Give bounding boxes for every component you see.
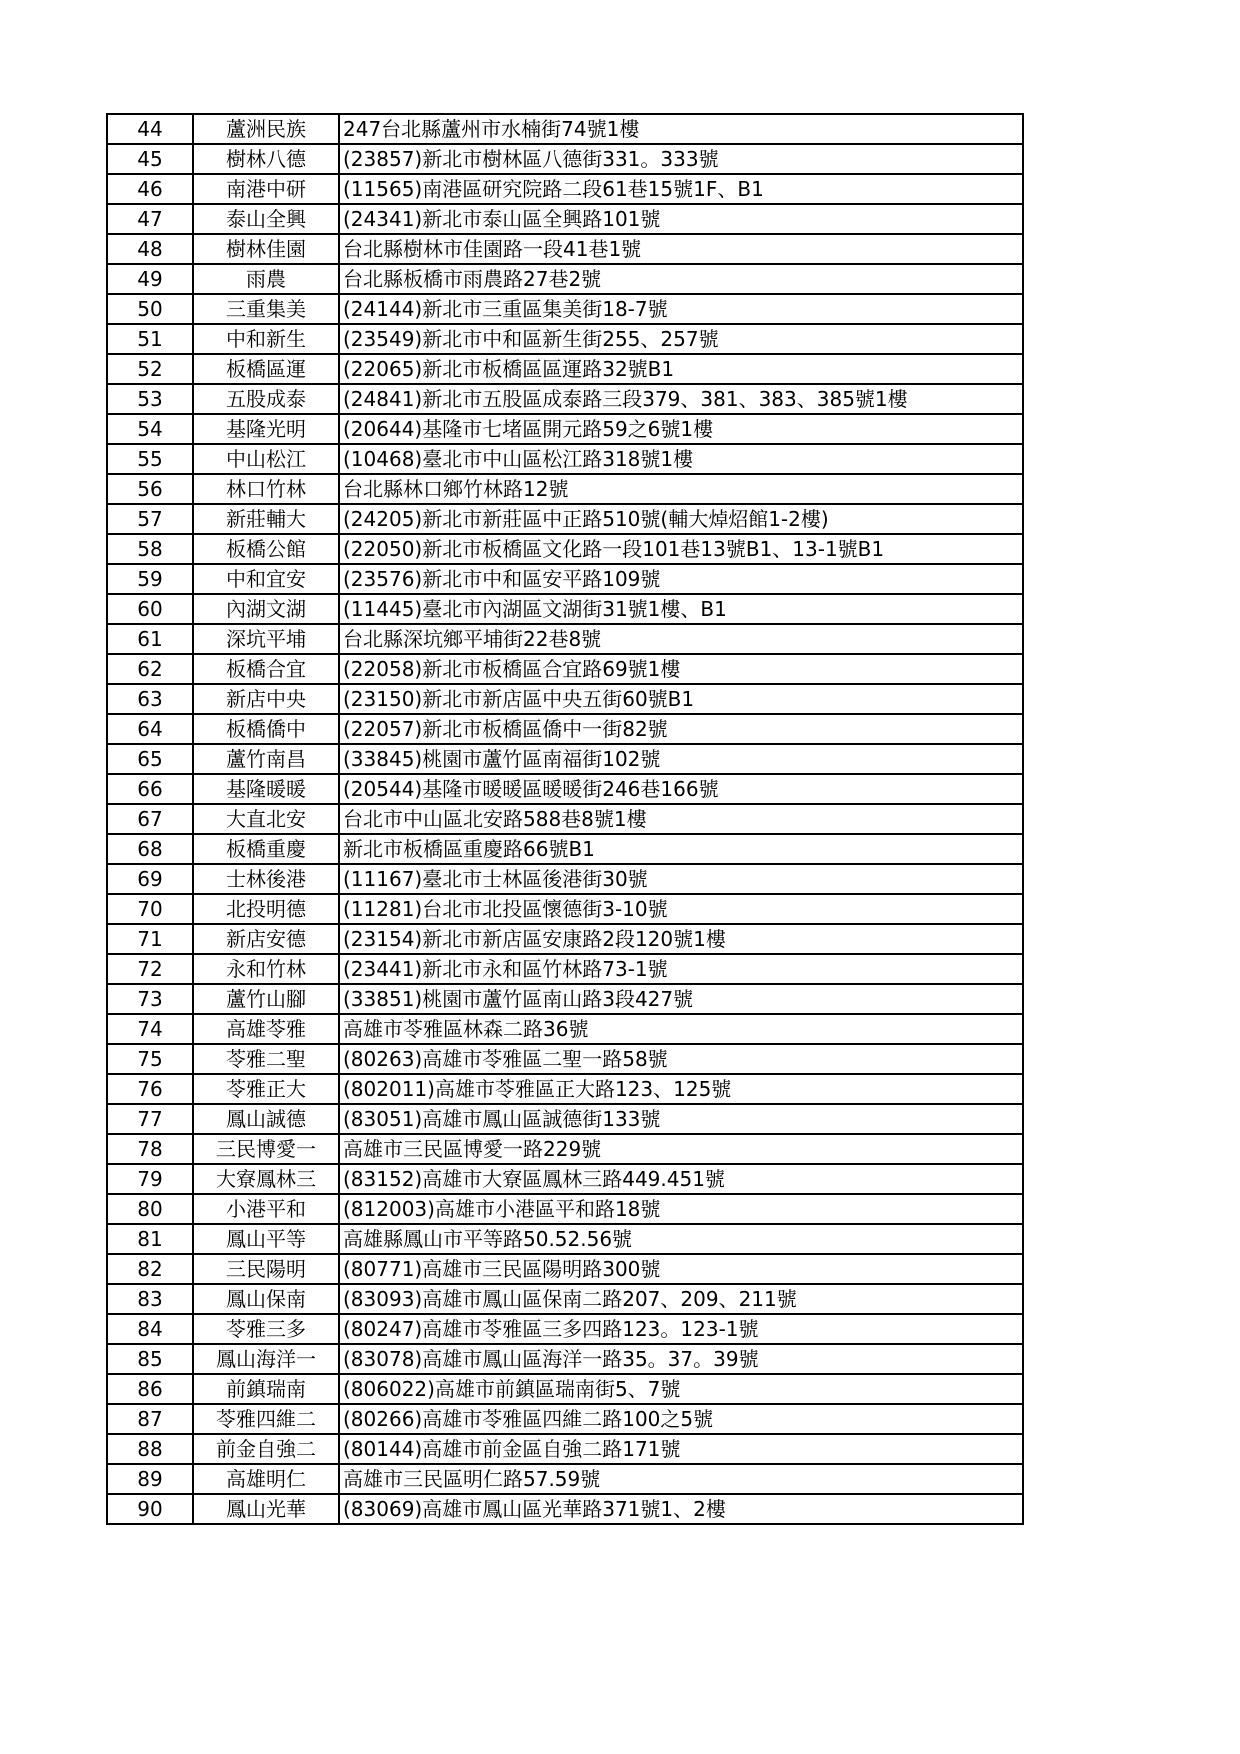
table-row bbox=[107, 294, 1023, 324]
table-row bbox=[107, 594, 1023, 624]
row-number: 77 bbox=[107, 1104, 193, 1134]
location-name: 中和宜安 bbox=[193, 564, 339, 594]
table-row bbox=[107, 1134, 1023, 1164]
location-name: 蘆竹山腳 bbox=[193, 984, 339, 1014]
row-number: 80 bbox=[107, 1194, 193, 1224]
location-address: (812003)高雄市小港區平和路18號 bbox=[339, 1194, 1023, 1224]
table-row bbox=[107, 1254, 1023, 1284]
location-name: 板橋僑中 bbox=[193, 714, 339, 744]
location-name: 鳳山光華 bbox=[193, 1494, 339, 1524]
row-number: 49 bbox=[107, 264, 193, 294]
location-address: (33845)桃園市蘆竹區南福街102號 bbox=[339, 744, 1023, 774]
table-row bbox=[107, 774, 1023, 804]
location-name: 板橋重慶 bbox=[193, 834, 339, 864]
table-row bbox=[107, 624, 1023, 654]
table-row bbox=[107, 1374, 1023, 1404]
table-row bbox=[107, 984, 1023, 1014]
row-number: 82 bbox=[107, 1254, 193, 1284]
location-name: 前金自強二 bbox=[193, 1434, 339, 1464]
table-row bbox=[107, 1224, 1023, 1254]
table-row bbox=[107, 1194, 1023, 1224]
table-row bbox=[107, 564, 1023, 594]
location-name: 南港中研 bbox=[193, 174, 339, 204]
row-number: 56 bbox=[107, 474, 193, 504]
location-name: 板橋公館 bbox=[193, 534, 339, 564]
row-number: 85 bbox=[107, 1344, 193, 1374]
location-name: 蘆竹南昌 bbox=[193, 744, 339, 774]
location-address: (23549)新北市中和區新生街255、257號 bbox=[339, 324, 1023, 354]
location-address: (23576)新北市中和區安平路109號 bbox=[339, 564, 1023, 594]
location-address: (23857)新北市樹林區八德街331。333號 bbox=[339, 144, 1023, 174]
table-row bbox=[107, 444, 1023, 474]
row-number: 72 bbox=[107, 954, 193, 984]
row-number: 69 bbox=[107, 864, 193, 894]
location-address: (33851)桃園市蘆竹區南山路3段427號 bbox=[339, 984, 1023, 1014]
table-row bbox=[107, 474, 1023, 504]
table-row bbox=[107, 1314, 1023, 1344]
table-row bbox=[107, 1014, 1023, 1044]
location-address: (83051)高雄市鳳山區誠德街133號 bbox=[339, 1104, 1023, 1134]
row-number: 84 bbox=[107, 1314, 193, 1344]
location-address: (24205)新北市新莊區中正路510號(輔大焯炤館1-2樓) bbox=[339, 504, 1023, 534]
location-address: (22050)新北市板橋區文化路一段101巷13號B1、13-1號B1 bbox=[339, 534, 1023, 564]
row-number: 81 bbox=[107, 1224, 193, 1254]
location-name: 苓雅四維二 bbox=[193, 1404, 339, 1434]
location-address: (10468)臺北市中山區松江路318號1樓 bbox=[339, 444, 1023, 474]
location-name: 鳳山平等 bbox=[193, 1224, 339, 1254]
location-address: 台北市中山區北安路588巷8號1樓 bbox=[339, 804, 1023, 834]
row-number: 44 bbox=[107, 114, 193, 144]
row-number: 48 bbox=[107, 234, 193, 264]
location-name: 新店安德 bbox=[193, 924, 339, 954]
row-number: 87 bbox=[107, 1404, 193, 1434]
location-name: 苓雅三多 bbox=[193, 1314, 339, 1344]
table-row bbox=[107, 1464, 1023, 1494]
location-address: (23441)新北市永和區竹林路73-1號 bbox=[339, 954, 1023, 984]
location-address: (22058)新北市板橋區合宜路69號1樓 bbox=[339, 654, 1023, 684]
location-name: 高雄明仁 bbox=[193, 1464, 339, 1494]
location-name: 前鎮瑞南 bbox=[193, 1374, 339, 1404]
table-row bbox=[107, 1404, 1023, 1434]
row-number: 73 bbox=[107, 984, 193, 1014]
row-number: 54 bbox=[107, 414, 193, 444]
location-name: 苓雅二聖 bbox=[193, 1044, 339, 1074]
table-row bbox=[107, 264, 1023, 294]
location-address: (806022)高雄市前鎮區瑞南街5、7號 bbox=[339, 1374, 1023, 1404]
table-row bbox=[107, 834, 1023, 864]
location-name: 中山松江 bbox=[193, 444, 339, 474]
table-row bbox=[107, 174, 1023, 204]
location-address: (22057)新北市板橋區僑中一街82號 bbox=[339, 714, 1023, 744]
row-number: 90 bbox=[107, 1494, 193, 1524]
row-number: 45 bbox=[107, 144, 193, 174]
location-address: (80266)高雄市苓雅區四維二路100之5號 bbox=[339, 1404, 1023, 1434]
location-address: (80263)高雄市苓雅區二聖一路58號 bbox=[339, 1044, 1023, 1074]
location-address: (22065)新北市板橋區區運路32號B1 bbox=[339, 354, 1023, 384]
location-name: 深坑平埔 bbox=[193, 624, 339, 654]
row-number: 66 bbox=[107, 774, 193, 804]
row-number: 63 bbox=[107, 684, 193, 714]
location-name: 高雄苓雅 bbox=[193, 1014, 339, 1044]
table-row bbox=[107, 804, 1023, 834]
location-name: 永和竹林 bbox=[193, 954, 339, 984]
row-number: 57 bbox=[107, 504, 193, 534]
location-address: (11281)台北市北投區懷德街3-10號 bbox=[339, 894, 1023, 924]
location-address: (80247)高雄市苓雅區三多四路123。123-1號 bbox=[339, 1314, 1023, 1344]
location-name: 泰山全興 bbox=[193, 204, 339, 234]
row-number: 78 bbox=[107, 1134, 193, 1164]
table-row bbox=[107, 1164, 1023, 1194]
location-table bbox=[106, 113, 1024, 1525]
location-address: 台北縣林口鄉竹林路12號 bbox=[339, 474, 1023, 504]
row-number: 51 bbox=[107, 324, 193, 354]
location-address: (24341)新北市泰山區全興路101號 bbox=[339, 204, 1023, 234]
location-address: (83078)高雄市鳳山區海洋一路35。37。39號 bbox=[339, 1344, 1023, 1374]
row-number: 58 bbox=[107, 534, 193, 564]
location-address: (20544)基隆市暖暖區暖暖街246巷166號 bbox=[339, 774, 1023, 804]
location-name: 內湖文湖 bbox=[193, 594, 339, 624]
row-number: 79 bbox=[107, 1164, 193, 1194]
table-row bbox=[107, 204, 1023, 234]
row-number: 59 bbox=[107, 564, 193, 594]
location-name: 鳳山保南 bbox=[193, 1284, 339, 1314]
location-name: 三民博愛一 bbox=[193, 1134, 339, 1164]
location-name: 基隆暖暖 bbox=[193, 774, 339, 804]
location-address: (80144)高雄市前金區自強二路171號 bbox=[339, 1434, 1023, 1464]
location-name: 士林後港 bbox=[193, 864, 339, 894]
location-name: 五股成泰 bbox=[193, 384, 339, 414]
location-name: 中和新生 bbox=[193, 324, 339, 354]
location-address: (11565)南港區研究院路二段61巷15號1F、B1 bbox=[339, 174, 1023, 204]
location-name: 林口竹林 bbox=[193, 474, 339, 504]
row-number: 52 bbox=[107, 354, 193, 384]
location-address: 台北縣樹林市佳園路一段41巷1號 bbox=[339, 234, 1023, 264]
table-row bbox=[107, 114, 1023, 144]
location-address: (11445)臺北市內湖區文湖街31號1樓、B1 bbox=[339, 594, 1023, 624]
table-row bbox=[107, 1074, 1023, 1104]
location-address: (24144)新北市三重區集美街18-7號 bbox=[339, 294, 1023, 324]
row-number: 55 bbox=[107, 444, 193, 474]
location-address: (11167)臺北市士林區後港街30號 bbox=[339, 864, 1023, 894]
location-name: 板橋區運 bbox=[193, 354, 339, 384]
location-address: (83069)高雄市鳳山區光華路371號1、2樓 bbox=[339, 1494, 1023, 1524]
location-name: 蘆洲民族 bbox=[193, 114, 339, 144]
row-number: 61 bbox=[107, 624, 193, 654]
row-number: 47 bbox=[107, 204, 193, 234]
location-name: 苓雅正大 bbox=[193, 1074, 339, 1104]
row-number: 89 bbox=[107, 1464, 193, 1494]
table-row bbox=[107, 354, 1023, 384]
location-address: (83152)高雄市大寮區鳳林三路449.451號 bbox=[339, 1164, 1023, 1194]
location-name: 樹林佳園 bbox=[193, 234, 339, 264]
table-row bbox=[107, 384, 1023, 414]
location-address: 台北縣板橋市雨農路27巷2號 bbox=[339, 264, 1023, 294]
table-row bbox=[107, 954, 1023, 984]
location-name: 小港平和 bbox=[193, 1194, 339, 1224]
table-row bbox=[107, 1434, 1023, 1464]
row-number: 50 bbox=[107, 294, 193, 324]
location-name: 北投明德 bbox=[193, 894, 339, 924]
location-name: 三民陽明 bbox=[193, 1254, 339, 1284]
row-number: 65 bbox=[107, 744, 193, 774]
row-number: 67 bbox=[107, 804, 193, 834]
table-row bbox=[107, 864, 1023, 894]
row-number: 76 bbox=[107, 1074, 193, 1104]
location-address: (23150)新北市新店區中央五街60號B1 bbox=[339, 684, 1023, 714]
location-address: 高雄市三民區博愛一路229號 bbox=[339, 1134, 1023, 1164]
row-number: 53 bbox=[107, 384, 193, 414]
location-name: 新莊輔大 bbox=[193, 504, 339, 534]
location-name: 樹林八德 bbox=[193, 144, 339, 174]
row-number: 62 bbox=[107, 654, 193, 684]
location-name: 新店中央 bbox=[193, 684, 339, 714]
location-name: 板橋合宜 bbox=[193, 654, 339, 684]
table-row bbox=[107, 1104, 1023, 1134]
location-name: 鳳山海洋一 bbox=[193, 1344, 339, 1374]
location-name: 鳳山誠德 bbox=[193, 1104, 339, 1134]
location-address: 新北市板橋區重慶路66號B1 bbox=[339, 834, 1023, 864]
table-row bbox=[107, 234, 1023, 264]
location-address: (802011)高雄市苓雅區正大路123、125號 bbox=[339, 1074, 1023, 1104]
row-number: 86 bbox=[107, 1374, 193, 1404]
row-number: 71 bbox=[107, 924, 193, 954]
location-address: 台北縣深坑鄉平埔街22巷8號 bbox=[339, 624, 1023, 654]
table-row bbox=[107, 534, 1023, 564]
location-address: 高雄市苓雅區林森二路36號 bbox=[339, 1014, 1023, 1044]
location-address: 高雄縣鳳山市平等路50.52.56號 bbox=[339, 1224, 1023, 1254]
location-address: 高雄市三民區明仁路57.59號 bbox=[339, 1464, 1023, 1494]
table-row bbox=[107, 144, 1023, 174]
table-row bbox=[107, 1284, 1023, 1314]
table-row bbox=[107, 744, 1023, 774]
row-number: 70 bbox=[107, 894, 193, 924]
table-row bbox=[107, 894, 1023, 924]
table-row bbox=[107, 504, 1023, 534]
table-row bbox=[107, 324, 1023, 354]
table-row bbox=[107, 1344, 1023, 1374]
location-address: (80771)高雄市三民區陽明路300號 bbox=[339, 1254, 1023, 1284]
location-name: 大寮鳳林三 bbox=[193, 1164, 339, 1194]
location-address: (24841)新北市五股區成泰路三段379、381、383、385號1樓 bbox=[339, 384, 1023, 414]
location-address: 247台北縣蘆州市水楠街74號1樓 bbox=[339, 114, 1023, 144]
row-number: 83 bbox=[107, 1284, 193, 1314]
table-row bbox=[107, 414, 1023, 444]
location-name: 雨農 bbox=[193, 264, 339, 294]
table-row bbox=[107, 714, 1023, 744]
table-row bbox=[107, 924, 1023, 954]
row-number: 75 bbox=[107, 1044, 193, 1074]
row-number: 60 bbox=[107, 594, 193, 624]
location-address: (20644)基隆市七堵區開元路59之6號1樓 bbox=[339, 414, 1023, 444]
location-address: (83093)高雄市鳳山區保南二路207、209、211號 bbox=[339, 1284, 1023, 1314]
table-row bbox=[107, 1494, 1023, 1524]
table-row bbox=[107, 1044, 1023, 1074]
row-number: 68 bbox=[107, 834, 193, 864]
row-number: 88 bbox=[107, 1434, 193, 1464]
location-name: 三重集美 bbox=[193, 294, 339, 324]
location-address: (23154)新北市新店區安康路2段120號1樓 bbox=[339, 924, 1023, 954]
row-number: 46 bbox=[107, 174, 193, 204]
table-row bbox=[107, 684, 1023, 714]
row-number: 74 bbox=[107, 1014, 193, 1044]
location-name: 大直北安 bbox=[193, 804, 339, 834]
table-row bbox=[107, 654, 1023, 684]
row-number: 64 bbox=[107, 714, 193, 744]
location-name: 基隆光明 bbox=[193, 414, 339, 444]
